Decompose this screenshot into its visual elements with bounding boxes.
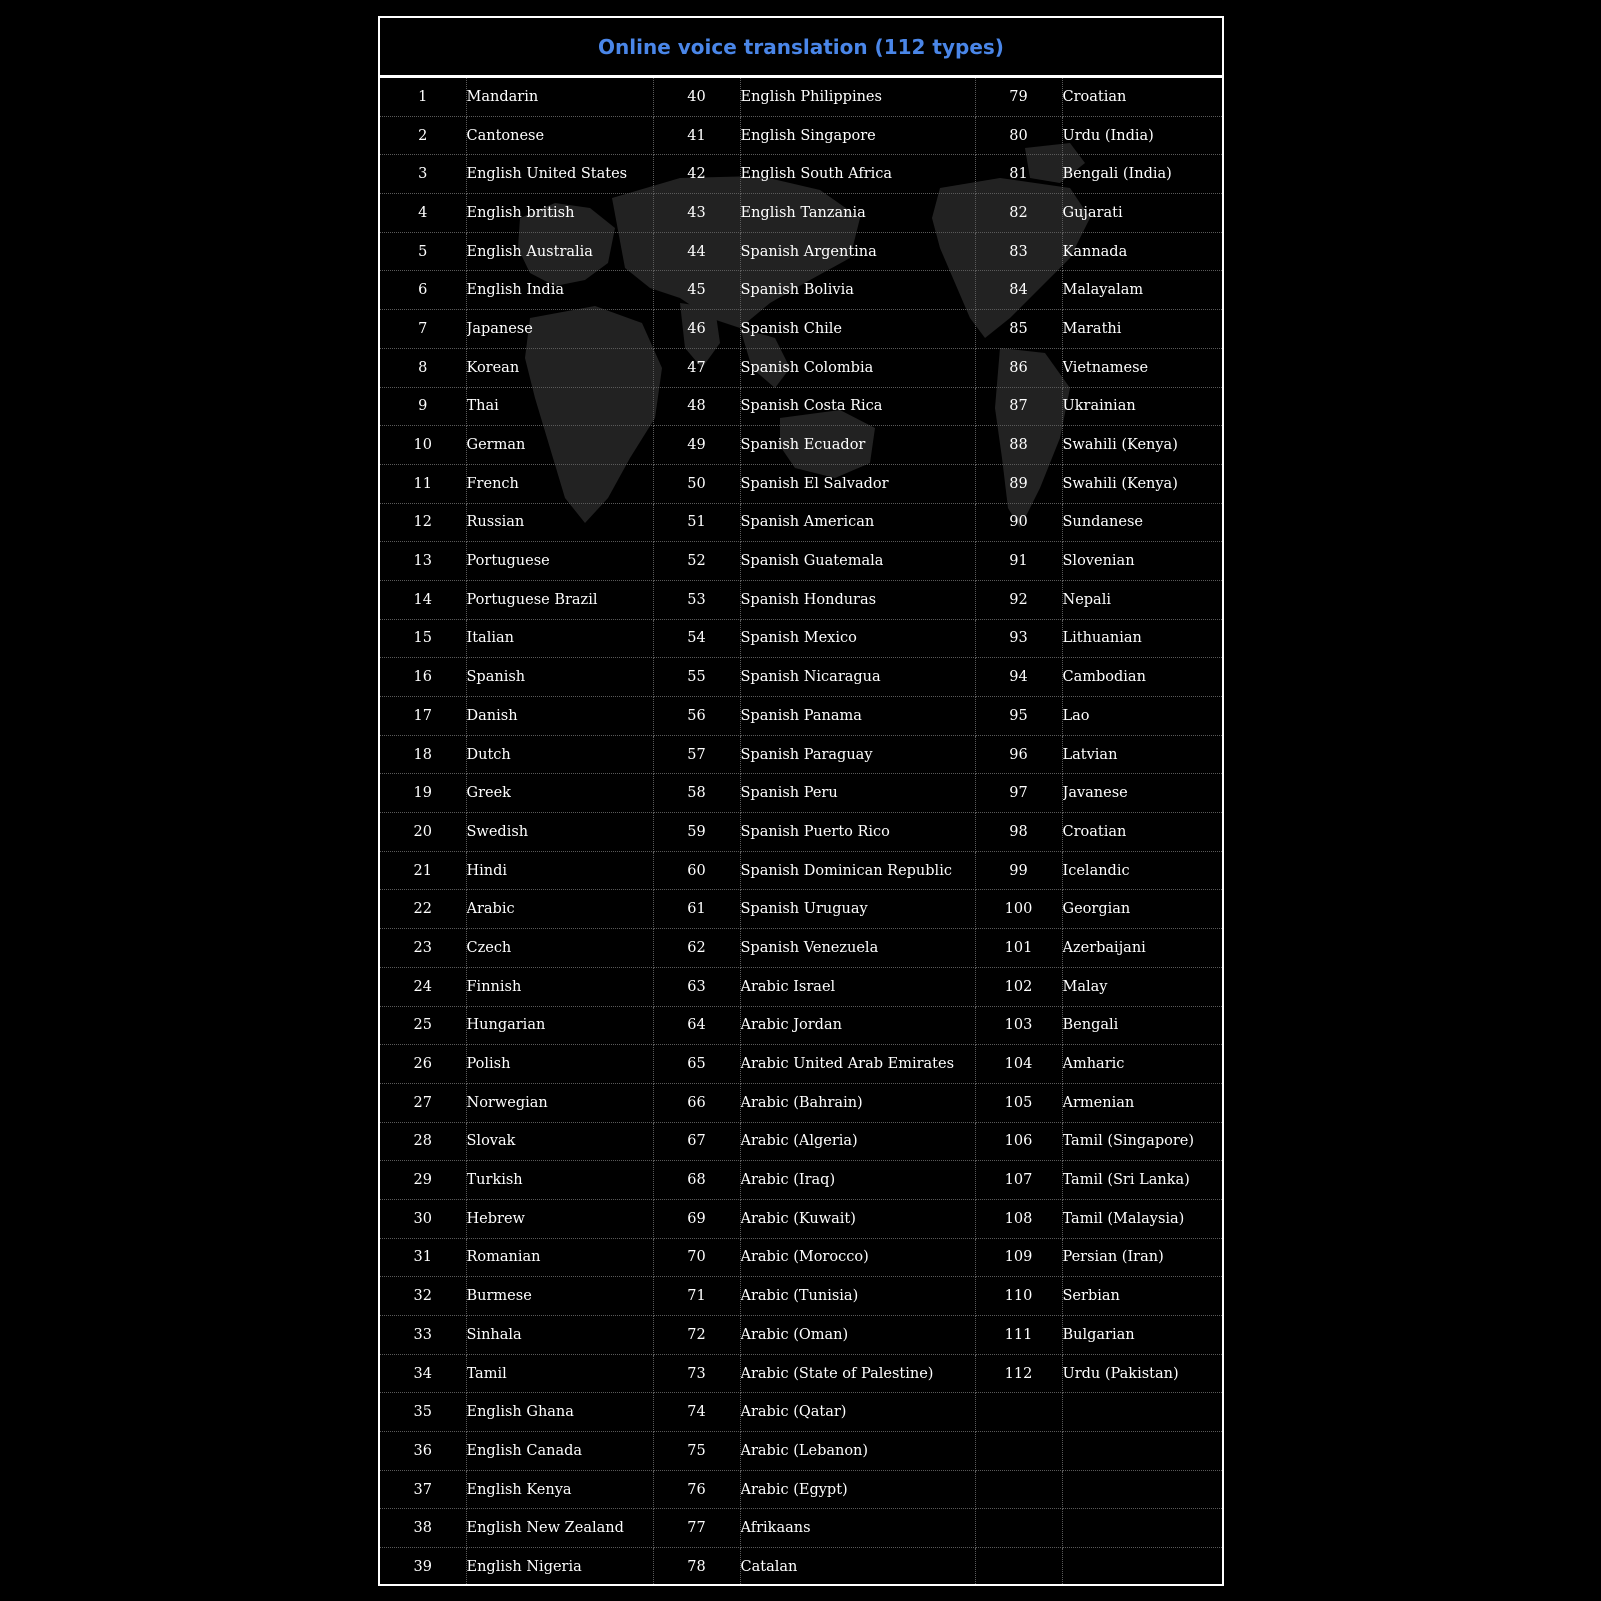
- language-number: 89: [975, 464, 1062, 503]
- language-number: 4: [380, 194, 466, 233]
- table-row: [380, 503, 1222, 542]
- table-row: [380, 78, 1222, 116]
- language-number: 44: [653, 232, 740, 271]
- language-number: 28: [380, 1122, 466, 1161]
- language-name: Spanish Chile: [740, 310, 975, 349]
- language-name: Bengali (India): [1062, 155, 1222, 194]
- table-row: [380, 194, 1222, 233]
- language-number: 10: [380, 426, 466, 465]
- language-name: Finnish: [466, 967, 653, 1006]
- table-row: [380, 348, 1222, 387]
- language-name: Sundanese: [1062, 503, 1222, 542]
- table-row: [380, 929, 1222, 968]
- language-number: 6: [380, 271, 466, 310]
- language-name: English Australia: [466, 232, 653, 271]
- language-number: 101: [975, 929, 1062, 968]
- language-name: [1062, 1548, 1222, 1586]
- language-number: 94: [975, 658, 1062, 697]
- language-number: 91: [975, 542, 1062, 581]
- language-number: 81: [975, 155, 1062, 194]
- language-number: 32: [380, 1277, 466, 1316]
- language-name: Malayalam: [1062, 271, 1222, 310]
- language-number: 71: [653, 1277, 740, 1316]
- language-number: 102: [975, 967, 1062, 1006]
- language-name: Hungarian: [466, 1006, 653, 1045]
- table-row: [380, 155, 1222, 194]
- table-row: [380, 1238, 1222, 1277]
- language-number: 92: [975, 580, 1062, 619]
- language-name: Arabic (Tunisia): [740, 1277, 975, 1316]
- language-number: 23: [380, 929, 466, 968]
- language-number: [975, 1470, 1062, 1509]
- language-name: Korean: [466, 348, 653, 387]
- language-number: 51: [653, 503, 740, 542]
- language-name: Spanish Colombia: [740, 348, 975, 387]
- language-name: Tamil (Singapore): [1062, 1122, 1222, 1161]
- language-number: [975, 1393, 1062, 1432]
- language-name: Arabic (Oman): [740, 1316, 975, 1355]
- table-row: [380, 387, 1222, 426]
- language-name: Cantonese: [466, 116, 653, 155]
- language-number: 110: [975, 1277, 1062, 1316]
- language-number: 36: [380, 1432, 466, 1471]
- language-name: English Canada: [466, 1432, 653, 1471]
- language-name: Swedish: [466, 813, 653, 852]
- language-name: Romanian: [466, 1238, 653, 1277]
- language-number: 74: [653, 1393, 740, 1432]
- language-name: Slovak: [466, 1122, 653, 1161]
- language-name: Kannada: [1062, 232, 1222, 271]
- language-number: 39: [380, 1548, 466, 1586]
- language-name: Spanish Bolivia: [740, 271, 975, 310]
- language-number: 96: [975, 735, 1062, 774]
- language-number: 26: [380, 1045, 466, 1084]
- language-name: Hindi: [466, 851, 653, 890]
- language-name: Spanish American: [740, 503, 975, 542]
- language-number: 73: [653, 1354, 740, 1393]
- language-number: 27: [380, 1083, 466, 1122]
- language-number: 90: [975, 503, 1062, 542]
- language-number: 14: [380, 580, 466, 619]
- language-number: 53: [653, 580, 740, 619]
- language-number: 112: [975, 1354, 1062, 1393]
- table-row: [380, 1083, 1222, 1122]
- language-number: 86: [975, 348, 1062, 387]
- language-name: Bulgarian: [1062, 1316, 1222, 1355]
- language-number: 3: [380, 155, 466, 194]
- language-number: 56: [653, 697, 740, 736]
- table-row: [380, 967, 1222, 1006]
- table-row: [380, 697, 1222, 736]
- language-number: 46: [653, 310, 740, 349]
- language-number: 77: [653, 1509, 740, 1548]
- language-number: 75: [653, 1432, 740, 1471]
- language-number: 104: [975, 1045, 1062, 1084]
- language-name: Swahili (Kenya): [1062, 426, 1222, 465]
- language-name: Arabic (Kuwait): [740, 1199, 975, 1238]
- language-name: Spanish Nicaragua: [740, 658, 975, 697]
- language-number: 30: [380, 1199, 466, 1238]
- language-number: 99: [975, 851, 1062, 890]
- language-name: Gujarati: [1062, 194, 1222, 233]
- table-row: [380, 1161, 1222, 1200]
- language-number: 78: [653, 1548, 740, 1586]
- language-name: Spanish Uruguay: [740, 890, 975, 929]
- language-name: Arabic Jordan: [740, 1006, 975, 1045]
- language-name: English Kenya: [466, 1470, 653, 1509]
- language-name: Spanish Venezuela: [740, 929, 975, 968]
- language-number: 108: [975, 1199, 1062, 1238]
- table-row: [380, 1354, 1222, 1393]
- language-name: [1062, 1509, 1222, 1548]
- language-name: Arabic: [466, 890, 653, 929]
- language-name: Czech: [466, 929, 653, 968]
- table-row: [380, 1393, 1222, 1432]
- language-number: 61: [653, 890, 740, 929]
- language-name: German: [466, 426, 653, 465]
- language-name: Urdu (India): [1062, 116, 1222, 155]
- language-number: 21: [380, 851, 466, 890]
- language-number: 22: [380, 890, 466, 929]
- table-row: [380, 1316, 1222, 1355]
- table-row: [380, 1277, 1222, 1316]
- language-name: English Philippines: [740, 78, 975, 116]
- language-number: 103: [975, 1006, 1062, 1045]
- language-name: Amharic: [1062, 1045, 1222, 1084]
- table-row: [380, 1470, 1222, 1509]
- language-number: 109: [975, 1238, 1062, 1277]
- language-number: 31: [380, 1238, 466, 1277]
- language-name: Spanish Puerto Rico: [740, 813, 975, 852]
- language-name: Norwegian: [466, 1083, 653, 1122]
- language-name: [1062, 1393, 1222, 1432]
- language-table: [380, 78, 1222, 1586]
- table-row: [380, 426, 1222, 465]
- language-number: 38: [380, 1509, 466, 1548]
- table-row: [380, 735, 1222, 774]
- language-name: Nepali: [1062, 580, 1222, 619]
- language-number: 107: [975, 1161, 1062, 1200]
- table-row: [380, 1122, 1222, 1161]
- language-number: 100: [975, 890, 1062, 929]
- language-number: 87: [975, 387, 1062, 426]
- language-number: 20: [380, 813, 466, 852]
- language-name: Marathi: [1062, 310, 1222, 349]
- language-name: Japanese: [466, 310, 653, 349]
- language-name: Georgian: [1062, 890, 1222, 929]
- language-name: Armenian: [1062, 1083, 1222, 1122]
- language-name: Vietnamese: [1062, 348, 1222, 387]
- table-row: [380, 619, 1222, 658]
- language-number: 13: [380, 542, 466, 581]
- language-name: Danish: [466, 697, 653, 736]
- language-name: Portuguese: [466, 542, 653, 581]
- language-name: Arabic (Algeria): [740, 1122, 975, 1161]
- language-name: Croatian: [1062, 78, 1222, 116]
- language-number: 19: [380, 774, 466, 813]
- language-name: Italian: [466, 619, 653, 658]
- language-name: Cambodian: [1062, 658, 1222, 697]
- language-name: Malay: [1062, 967, 1222, 1006]
- language-name: Dutch: [466, 735, 653, 774]
- language-number: 54: [653, 619, 740, 658]
- language-number: 84: [975, 271, 1062, 310]
- language-number: 17: [380, 697, 466, 736]
- language-number: 58: [653, 774, 740, 813]
- language-number: 80: [975, 116, 1062, 155]
- language-number: 24: [380, 967, 466, 1006]
- language-name: Greek: [466, 774, 653, 813]
- table-row: [380, 1432, 1222, 1471]
- language-number: 93: [975, 619, 1062, 658]
- table-row: [380, 890, 1222, 929]
- language-name: Spanish Costa Rica: [740, 387, 975, 426]
- table-row: [380, 310, 1222, 349]
- language-number: 37: [380, 1470, 466, 1509]
- language-name: [1062, 1470, 1222, 1509]
- language-name: Arabic (Iraq): [740, 1161, 975, 1200]
- language-name: English Nigeria: [466, 1548, 653, 1586]
- language-name: Afrikaans: [740, 1509, 975, 1548]
- language-name: English South Africa: [740, 155, 975, 194]
- language-number: 83: [975, 232, 1062, 271]
- language-number: 47: [653, 348, 740, 387]
- language-table-frame: [378, 16, 1224, 1586]
- language-name: Bengali: [1062, 1006, 1222, 1045]
- language-name: Mandarin: [466, 78, 653, 116]
- language-name: Arabic (Morocco): [740, 1238, 975, 1277]
- language-name: Catalan: [740, 1548, 975, 1586]
- language-number: 57: [653, 735, 740, 774]
- table-row: [380, 774, 1222, 813]
- language-number: 16: [380, 658, 466, 697]
- language-number: 76: [653, 1470, 740, 1509]
- language-name: Spanish Ecuador: [740, 426, 975, 465]
- language-name: Spanish Dominican Republic: [740, 851, 975, 890]
- language-number: 48: [653, 387, 740, 426]
- language-number: 43: [653, 194, 740, 233]
- language-number: 9: [380, 387, 466, 426]
- language-name: Spanish El Salvador: [740, 464, 975, 503]
- page-title: Online voice translation (112 types): [380, 18, 1222, 78]
- language-number: 11: [380, 464, 466, 503]
- language-number: 33: [380, 1316, 466, 1355]
- language-number: 55: [653, 658, 740, 697]
- language-name: Spanish: [466, 658, 653, 697]
- language-name: Arabic Israel: [740, 967, 975, 1006]
- language-name: Tamil: [466, 1354, 653, 1393]
- language-number: 66: [653, 1083, 740, 1122]
- table-row: [380, 1199, 1222, 1238]
- table-row: [380, 542, 1222, 581]
- language-number: 106: [975, 1122, 1062, 1161]
- language-name: English british: [466, 194, 653, 233]
- language-name: Serbian: [1062, 1277, 1222, 1316]
- language-number: 72: [653, 1316, 740, 1355]
- table-row: [380, 271, 1222, 310]
- language-name: Arabic (Lebanon): [740, 1432, 975, 1471]
- language-name: Polish: [466, 1045, 653, 1084]
- language-number: 79: [975, 78, 1062, 116]
- language-number: 97: [975, 774, 1062, 813]
- language-number: 7: [380, 310, 466, 349]
- language-number: 69: [653, 1199, 740, 1238]
- table-row: [380, 580, 1222, 619]
- language-name: English Singapore: [740, 116, 975, 155]
- language-number: 35: [380, 1393, 466, 1432]
- language-number: 50: [653, 464, 740, 503]
- language-name: Javanese: [1062, 774, 1222, 813]
- language-number: 95: [975, 697, 1062, 736]
- language-number: [975, 1432, 1062, 1471]
- language-number: 18: [380, 735, 466, 774]
- language-number: 62: [653, 929, 740, 968]
- language-name: Arabic (Egypt): [740, 1470, 975, 1509]
- language-number: 82: [975, 194, 1062, 233]
- language-name: Thai: [466, 387, 653, 426]
- table-row: [380, 464, 1222, 503]
- table-row: [380, 1548, 1222, 1586]
- language-number: 5: [380, 232, 466, 271]
- language-name: Spanish Mexico: [740, 619, 975, 658]
- language-number: 40: [653, 78, 740, 116]
- language-number: 12: [380, 503, 466, 542]
- table-row: [380, 658, 1222, 697]
- language-number: [975, 1509, 1062, 1548]
- language-number: 65: [653, 1045, 740, 1084]
- language-name: Hebrew: [466, 1199, 653, 1238]
- language-name: Slovenian: [1062, 542, 1222, 581]
- language-name: Azerbaijani: [1062, 929, 1222, 968]
- language-name: Portuguese Brazil: [466, 580, 653, 619]
- language-name: Lithuanian: [1062, 619, 1222, 658]
- language-name: Arabic (Bahrain): [740, 1083, 975, 1122]
- table-row: [380, 813, 1222, 852]
- language-number: 15: [380, 619, 466, 658]
- language-number: 59: [653, 813, 740, 852]
- language-number: 2: [380, 116, 466, 155]
- language-name: English New Zealand: [466, 1509, 653, 1548]
- language-number: [975, 1548, 1062, 1586]
- table-row: [380, 1006, 1222, 1045]
- language-number: 52: [653, 542, 740, 581]
- language-number: 60: [653, 851, 740, 890]
- language-name: Arabic United Arab Emirates: [740, 1045, 975, 1084]
- language-name: Spanish Guatemala: [740, 542, 975, 581]
- language-name: French: [466, 464, 653, 503]
- language-number: 42: [653, 155, 740, 194]
- language-name: Urdu (Pakistan): [1062, 1354, 1222, 1393]
- language-name: Sinhala: [466, 1316, 653, 1355]
- language-name: Croatian: [1062, 813, 1222, 852]
- table-row: [380, 116, 1222, 155]
- language-number: 34: [380, 1354, 466, 1393]
- language-name: English India: [466, 271, 653, 310]
- language-number: 49: [653, 426, 740, 465]
- language-number: 1: [380, 78, 466, 116]
- language-name: Icelandic: [1062, 851, 1222, 890]
- language-name: Russian: [466, 503, 653, 542]
- language-number: 105: [975, 1083, 1062, 1122]
- language-name: Turkish: [466, 1161, 653, 1200]
- language-number: 25: [380, 1006, 466, 1045]
- table-row: [380, 232, 1222, 271]
- language-number: 85: [975, 310, 1062, 349]
- language-name: Spanish Argentina: [740, 232, 975, 271]
- language-name: Arabic (Qatar): [740, 1393, 975, 1432]
- language-name: Spanish Panama: [740, 697, 975, 736]
- language-number: 8: [380, 348, 466, 387]
- language-name: Spanish Peru: [740, 774, 975, 813]
- language-name: English Tanzania: [740, 194, 975, 233]
- language-name: Ukrainian: [1062, 387, 1222, 426]
- language-name: English Ghana: [466, 1393, 653, 1432]
- language-number: 63: [653, 967, 740, 1006]
- language-number: 45: [653, 271, 740, 310]
- language-name: Persian (Iran): [1062, 1238, 1222, 1277]
- language-name: Spanish Honduras: [740, 580, 975, 619]
- language-number: 41: [653, 116, 740, 155]
- language-table-body: [380, 78, 1222, 1586]
- language-name: [1062, 1432, 1222, 1471]
- language-number: 70: [653, 1238, 740, 1277]
- language-name: Tamil (Sri Lanka): [1062, 1161, 1222, 1200]
- table-row: [380, 1045, 1222, 1084]
- language-number: 98: [975, 813, 1062, 852]
- language-name: Tamil (Malaysia): [1062, 1199, 1222, 1238]
- language-name: Spanish Paraguay: [740, 735, 975, 774]
- language-name: Latvian: [1062, 735, 1222, 774]
- language-number: 68: [653, 1161, 740, 1200]
- table-row: [380, 1509, 1222, 1548]
- table-row: [380, 851, 1222, 890]
- language-number: 111: [975, 1316, 1062, 1355]
- language-name: English United States: [466, 155, 653, 194]
- language-number: 88: [975, 426, 1062, 465]
- language-name: Swahili (Kenya): [1062, 464, 1222, 503]
- language-number: 64: [653, 1006, 740, 1045]
- language-number: 29: [380, 1161, 466, 1200]
- language-name: Arabic (State of Palestine): [740, 1354, 975, 1393]
- language-name: Burmese: [466, 1277, 653, 1316]
- language-number: 67: [653, 1122, 740, 1161]
- language-name: Lao: [1062, 697, 1222, 736]
